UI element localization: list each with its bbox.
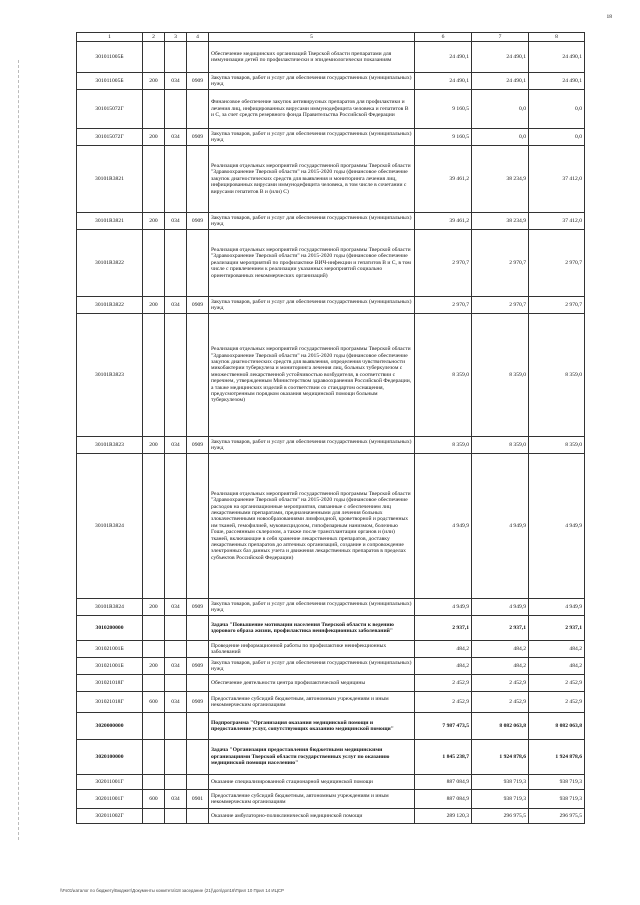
row-kvr-cell: 200 [143,297,165,314]
row-description-cell: Задача "Организация предоставления бюджетными медицинскими организациями Тверской области государственных услуг по оказанию медицинской помощи населению" [209,740,415,775]
row-prz-cell [187,230,209,297]
row-value-2021-cell: 8 359,0 [529,437,585,454]
row-description-cell: Предоставление субсидий бюджетным, автономным учреждениям и иным некоммерческим организациям [209,790,415,809]
table-row [77,775,585,790]
row-prz-cell [187,314,209,437]
row-rz-cell: 034 [165,73,187,90]
row-rz-cell: 034 [165,790,187,809]
row-description-cell: Закупка товаров, работ и услуг для обеспечения государственных (муниципальных) нужд [209,599,415,616]
row-description-cell: Финансовое обеспечение закупок антивирусных препаратов для профилактики и лечения лиц, инфицированных вирусами иммунодефицита человека и гепатитов В и С, за счет средств резервного фонда Правительства Российской Федерации [209,90,415,129]
table-row [77,297,585,314]
table-row [77,73,585,90]
row-code-cell: 3010200000 [77,616,143,641]
row-code-cell: 301011005Б [77,42,143,73]
row-value-2019-cell: 484,2 [415,658,472,675]
row-code-cell: 30101R3821 [77,213,143,230]
row-value-2021-cell: 1 924 878,6 [529,740,585,775]
row-code-cell: 30101R3823 [77,437,143,454]
row-prz-cell [187,641,209,658]
row-description-cell: Подпрограмма "Организация оказания медицинской помощи и предоставление услуг, сопутствующих оказанию медицинской помощи" [209,713,415,740]
row-value-2019-cell: 9 160,5 [415,129,472,146]
table-row [77,675,585,692]
table-row [77,790,585,809]
row-code-cell: 3020000000 [77,713,143,740]
row-value-2021-cell: 484,2 [529,658,585,675]
row-kvr-cell: 200 [143,129,165,146]
row-rz-cell [165,641,187,658]
row-value-2020-cell: 2 937,1 [472,616,529,641]
row-value-2019-cell: 2 970,7 [415,230,472,297]
row-kvr-cell: 200 [143,658,165,675]
row-rz-cell [165,454,187,599]
row-kvr-cell [143,616,165,641]
row-value-2020-cell: 2 970,7 [472,230,529,297]
row-description-cell: Закупка товаров, работ и услуг для обеспечения государственных (муниципальных) нужд [209,129,415,146]
row-rz-cell: 034 [165,437,187,454]
row-rz-cell [165,616,187,641]
row-description-cell: Реализация отдельных мероприятий государственной программы Тверской области "Здравоохранение Тверской области" на 2015-2020 годы (финансовое обеспечение реализации мероприятий по профилактике ВИЧ-инфекции и гепатитов В и С, в том числе с привлечением к реализации указанных мероприятий социально ориентированных некоммерческих организаций) [209,230,415,297]
row-prz-cell: 0909 [187,658,209,675]
row-rz-cell [165,713,187,740]
header-cell: 7 [472,33,529,42]
row-value-2020-cell: 4 949,9 [472,599,529,616]
row-kvr-cell: 200 [143,437,165,454]
row-value-2020-cell: 2 452,9 [472,675,529,692]
row-description-cell: Задача "Повышение мотивации населения Тверской области к ведению здорового образа жизни, профилактика неинфекционных заболеваний" [209,616,415,641]
header-cell: 8 [529,33,585,42]
row-rz-cell: 034 [165,599,187,616]
row-value-2019-cell: 4 949,9 [415,454,472,599]
header-row [77,33,585,42]
row-prz-cell [187,809,209,824]
row-description-cell: Обеспечение медицинских организаций Тверской области препаратами для иммунизации детей по профилактически и эпидемиологически показаниям [209,42,415,73]
row-prz-cell: 0909 [187,213,209,230]
row-kvr-cell [143,740,165,775]
row-prz-cell [187,775,209,790]
row-kvr-cell: 200 [143,73,165,90]
table-row [77,809,585,824]
table-row [77,437,585,454]
row-description-cell: Закупка товаров, работ и услуг для обеспечения государственных (муниципальных) нужд [209,213,415,230]
row-value-2021-cell: 2 970,7 [529,297,585,314]
row-value-2021-cell: 24 490,1 [529,42,585,73]
row-kvr-cell [143,454,165,599]
row-value-2019-cell: 24 490,1 [415,73,472,90]
row-description-cell: Предоставление субсидий бюджетным, автономным учреждениям и иным некоммерческим организациям [209,692,415,713]
row-prz-cell: 0909 [187,437,209,454]
row-value-2019-cell: 2 452,9 [415,675,472,692]
row-rz-cell [165,90,187,129]
row-description-cell: Реализация отдельных мероприятий государственной программы Тверской области "Здравоохранение Тверской области" на 2015-2020 годы (финансовое обеспечение закупок диагностических средств для выявления и мониторинга лечения лиц, инфицированных вирусами иммунодефицита человека, в том числе в сочетании с вирусами гепатитов В и (или) С) [209,146,415,213]
row-value-2019-cell: 1 845 238,7 [415,740,472,775]
row-value-2019-cell: 2 452,9 [415,692,472,713]
row-code-cell: 301021018Г [77,675,143,692]
table-row [77,454,585,599]
header-cell: 6 [415,33,472,42]
budget-table-container [76,32,584,824]
row-code-cell: 302011001Г [77,775,143,790]
row-value-2021-cell: 4 949,9 [529,599,585,616]
row-value-2021-cell: 37 412,0 [529,146,585,213]
row-value-2020-cell: 0,0 [472,90,529,129]
row-value-2019-cell: 2 970,7 [415,297,472,314]
row-value-2019-cell: 39 461,2 [415,213,472,230]
row-value-2019-cell: 4 949,9 [415,599,472,616]
row-value-2020-cell: 2 452,9 [472,692,529,713]
row-value-2019-cell: 2 937,1 [415,616,472,641]
header-cell: 1 [77,33,143,42]
row-rz-cell [165,146,187,213]
table-row [77,616,585,641]
header-cell: 3 [165,33,187,42]
row-description-cell: Закупка товаров, работ и услуг для обеспечения государственных (муниципальных) нужд [209,297,415,314]
row-code-cell: 301015072Г [77,129,143,146]
row-code-cell: 301021001Б [77,641,143,658]
row-prz-cell: 0909 [187,599,209,616]
row-value-2021-cell: 0,0 [529,90,585,129]
row-prz-cell [187,675,209,692]
row-value-2021-cell: 0,0 [529,129,585,146]
row-value-2020-cell: 8 359,0 [472,314,529,437]
row-value-2021-cell: 2 970,7 [529,230,585,297]
row-value-2019-cell: 8 359,0 [415,437,472,454]
row-prz-cell [187,713,209,740]
budget-table [76,32,585,824]
header-cell: 4 [187,33,209,42]
row-code-cell: 302011002Г [77,809,143,824]
row-kvr-cell: 600 [143,692,165,713]
row-rz-cell: 034 [165,297,187,314]
row-value-2019-cell: 289 120,3 [415,809,472,824]
row-kvr-cell: 200 [143,599,165,616]
row-prz-cell: 0909 [187,297,209,314]
row-value-2020-cell: 938 719,3 [472,790,529,809]
row-description-cell: Реализация отдельных мероприятий государственной программы Тверской области "Здравоохранение Тверской области" на 2015-2020 годы (финансовое обеспечение закупок диагностических средств для выявления, определения чувствительности микобактерии туберкулеза и мониторинга лечения лиц, больных туберкулезом с множественной лекарственной устойчивостью возбудителя, в соответствии с перечнем, утвержденным Министерством здравоохранения Российской Федерации, а также медицинских изделий в соответствии со стандартом оснащения, предусмотренным порядком оказания медицинской помощи больным туберкулезом) [209,314,415,437]
table-row [77,740,585,775]
row-prz-cell: 0909 [187,73,209,90]
table-row [77,146,585,213]
row-value-2021-cell: 4 949,9 [529,454,585,599]
row-description-cell: Оказание специализированной стационарной медицинской помощи [209,775,415,790]
row-value-2019-cell: 887 084,9 [415,775,472,790]
row-code-cell: 30101R3822 [77,297,143,314]
row-value-2020-cell: 1 924 878,6 [472,740,529,775]
row-kvr-cell [143,775,165,790]
row-value-2021-cell: 8 359,0 [529,314,585,437]
row-rz-cell: 034 [165,129,187,146]
row-kvr-cell [143,713,165,740]
row-value-2021-cell: 37 412,0 [529,213,585,230]
page-number: 18 [606,14,612,20]
row-kvr-cell [143,641,165,658]
table-row [77,213,585,230]
row-value-2021-cell: 938 719,3 [529,790,585,809]
row-value-2020-cell: 38 234,9 [472,213,529,230]
row-value-2021-cell: 2 452,9 [529,692,585,713]
row-kvr-cell [143,146,165,213]
row-prz-cell [187,740,209,775]
row-value-2020-cell: 2 970,7 [472,297,529,314]
row-code-cell: 301015072Г [77,90,143,129]
table-row [77,599,585,616]
row-rz-cell [165,775,187,790]
row-value-2020-cell: 484,2 [472,641,529,658]
row-prz-cell: 0909 [187,129,209,146]
row-value-2021-cell: 2 937,1 [529,616,585,641]
row-code-cell: 3020100000 [77,740,143,775]
table-row [77,692,585,713]
row-value-2021-cell: 938 719,3 [529,775,585,790]
row-value-2021-cell: 296 975,5 [529,809,585,824]
row-value-2021-cell: 484,2 [529,641,585,658]
row-value-2021-cell: 2 452,9 [529,675,585,692]
row-kvr-cell: 200 [143,213,165,230]
row-value-2021-cell: 24 490,1 [529,73,585,90]
row-value-2020-cell: 296 975,5 [472,809,529,824]
row-prz-cell [187,90,209,129]
row-value-2020-cell: 8 082 063,8 [472,713,529,740]
row-description-cell: Проведение информационной работы по профилактике неинфекционных заболеваний [209,641,415,658]
row-kvr-cell [143,90,165,129]
row-value-2019-cell: 887 084,9 [415,790,472,809]
table-row [77,314,585,437]
row-value-2020-cell: 4 949,9 [472,454,529,599]
row-code-cell: 301021018Г [77,692,143,713]
row-prz-cell [187,146,209,213]
row-value-2020-cell: 0,0 [472,129,529,146]
row-code-cell: 30101R3821 [77,146,143,213]
file-path-footer: \\Fs01\каталог по бюджету\Бюджет\Документы комитета\18 заседание (21)\доп\доп16\Прил 10 Прил 14 ИЦСР [60,888,284,893]
row-description-cell: Реализация отдельных мероприятий государственной программы Тверской области "Здравоохранение Тверской области" на 2015-2020 годы (финансовое обеспечение расходов на организационные мероприятия, связанные с обеспечением лиц лекарственными препаратами, предназначенными для лечения больных злокачественными новообразованиями лимфоидной, кроветворной и родственных им тканей, гемофилией, муковисцидозом, гипофизарным нанизмом, болезнью Гоше, рассеянным склерозом, а также после трансплантации органов и (или) тканей, включающие в себя хранение лекарственных препаратов, доставку лекарственных препаратов до аптечных организаций, создание и сопровождение электронных баз данных учета и движения лекарственных препаратов в пределах субъектов Российской Федерации) [209,454,415,599]
scan-edge-mark [18,60,20,840]
row-value-2021-cell: 8 082 063,8 [529,713,585,740]
row-description-cell: Закупка товаров, работ и услуг для обеспечения государственных (муниципальных) нужд [209,658,415,675]
row-prz-cell: 0901 [187,790,209,809]
row-value-2019-cell: 39 461,2 [415,146,472,213]
table-row [77,90,585,129]
header-cell: 2 [143,33,165,42]
row-rz-cell [165,314,187,437]
row-value-2019-cell: 7 987 473,5 [415,713,472,740]
row-value-2020-cell: 8 359,0 [472,437,529,454]
row-value-2020-cell: 38 234,9 [472,146,529,213]
row-rz-cell [165,809,187,824]
row-value-2020-cell: 24 490,1 [472,73,529,90]
row-value-2019-cell: 8 359,0 [415,314,472,437]
row-kvr-cell [143,42,165,73]
row-code-cell: 30101R3823 [77,314,143,437]
header-cell: 5 [209,33,415,42]
row-code-cell: 301021001Б [77,658,143,675]
row-rz-cell [165,230,187,297]
row-kvr-cell [143,809,165,824]
table-row [77,658,585,675]
row-description-cell: Закупка товаров, работ и услуг для обеспечения государственных (муниципальных) нужд [209,73,415,90]
row-code-cell: 302011001Г [77,790,143,809]
table-row [77,129,585,146]
row-value-2019-cell: 9 160,5 [415,90,472,129]
row-value-2019-cell: 24 490,1 [415,42,472,73]
row-kvr-cell: 600 [143,790,165,809]
row-description-cell: Оказание амбулаторно-поликлинической медицинской помощи [209,809,415,824]
row-value-2020-cell: 24 490,1 [472,42,529,73]
row-value-2020-cell: 938 719,3 [472,775,529,790]
row-prz-cell [187,454,209,599]
row-prz-cell [187,42,209,73]
table-row [77,230,585,297]
row-prz-cell [187,616,209,641]
row-value-2020-cell: 484,2 [472,658,529,675]
table-row [77,42,585,73]
row-code-cell: 301011005Б [77,73,143,90]
row-rz-cell: 034 [165,213,187,230]
row-rz-cell: 034 [165,692,187,713]
row-code-cell: 30101R3822 [77,230,143,297]
row-kvr-cell [143,230,165,297]
row-kvr-cell [143,314,165,437]
row-code-cell: 30101R3824 [77,599,143,616]
row-kvr-cell [143,675,165,692]
row-description-cell: Закупка товаров, работ и услуг для обеспечения государственных (муниципальных) нужд [209,437,415,454]
row-code-cell: 30101R3824 [77,454,143,599]
row-value-2019-cell: 484,2 [415,641,472,658]
row-rz-cell [165,740,187,775]
row-rz-cell [165,675,187,692]
table-row [77,713,585,740]
row-description-cell: Обеспечение деятельности центра профилактической медицины [209,675,415,692]
row-rz-cell: 034 [165,658,187,675]
table-row [77,641,585,658]
row-prz-cell: 0909 [187,692,209,713]
row-rz-cell [165,42,187,73]
